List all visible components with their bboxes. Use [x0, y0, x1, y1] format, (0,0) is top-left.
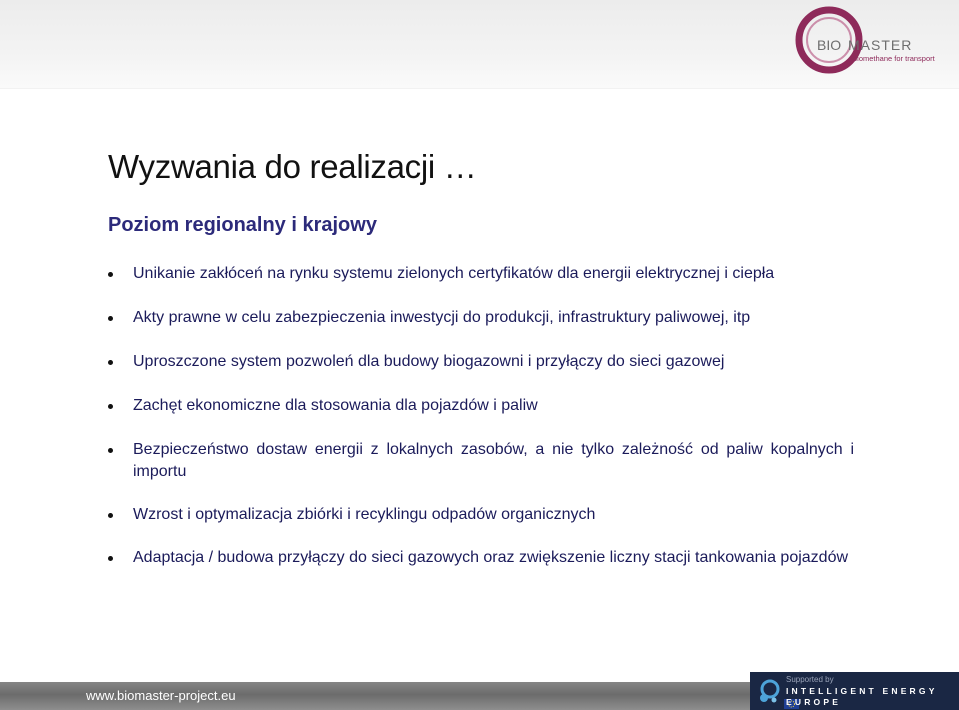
bullet-text: Wzrost i optymalizacja zbiórki i recyklingu odpadów organicznych — [133, 506, 596, 523]
bullet-dot-icon — [108, 316, 113, 321]
bullet-text: Akty prawne w celu zabezpieczenia inwestycji do produkcji, infrastruktury paliwowej, itp — [133, 309, 751, 326]
logo-text-bio: BIO — [817, 37, 842, 53]
bullet-dot-icon — [108, 404, 113, 409]
program-name-line1: INTELLIGENT ENERGY — [786, 686, 938, 696]
logo-text-master: MASTER — [848, 37, 913, 53]
slide-subtitle: Poziom regionalny i krajowy — [108, 214, 377, 236]
header-divider — [0, 88, 959, 89]
bullet-dot-icon — [108, 360, 113, 365]
slide-title: Wyzwania do realizacji … — [108, 148, 477, 185]
bullet-text: Uproszczone system pozwoleń dla budowy biogazowni i przyłączy do sieci gazowej — [133, 353, 725, 370]
bullet-item — [108, 307, 854, 329]
logo-tagline: biomethane for transport — [853, 54, 935, 63]
bullet-dot-icon — [108, 448, 113, 453]
bullet-dot-icon — [108, 272, 113, 277]
project-url-link[interactable]: www.biomaster-project.eu — [86, 688, 236, 703]
bullet-item — [108, 395, 854, 417]
bullet-text: Bezpieczeństwo dostaw energii z lokalnych zasobów, a nie tylko zależność od paliw kopalnych i importu — [133, 441, 854, 480]
bullet-item — [108, 351, 854, 373]
bullet-text: Unikanie zakłóceń na rynku systemu zielonych certyfikatów dla energii elektrycznej i ciepła — [133, 265, 775, 282]
bullet-item — [108, 547, 854, 569]
bullet-item — [108, 439, 854, 483]
bullet-dot-icon — [108, 556, 113, 561]
bullet-text: Adaptacja / budowa przyłączy do sieci gazowych oraz zwiększenie liczny stacji tankowania pojazdów — [133, 549, 849, 566]
bullet-dot-icon — [108, 513, 113, 518]
support-label: Supported by — [786, 675, 834, 684]
biomaster-logo — [793, 6, 943, 78]
bullet-list — [108, 263, 854, 591]
bullet-item — [108, 263, 854, 285]
bullet-item — [108, 504, 854, 526]
program-name-line2: EUROPE — [786, 697, 842, 707]
bullet-text: Zachęt ekonomiczne dla stosowania dla pojazdów i paliw — [133, 397, 538, 414]
